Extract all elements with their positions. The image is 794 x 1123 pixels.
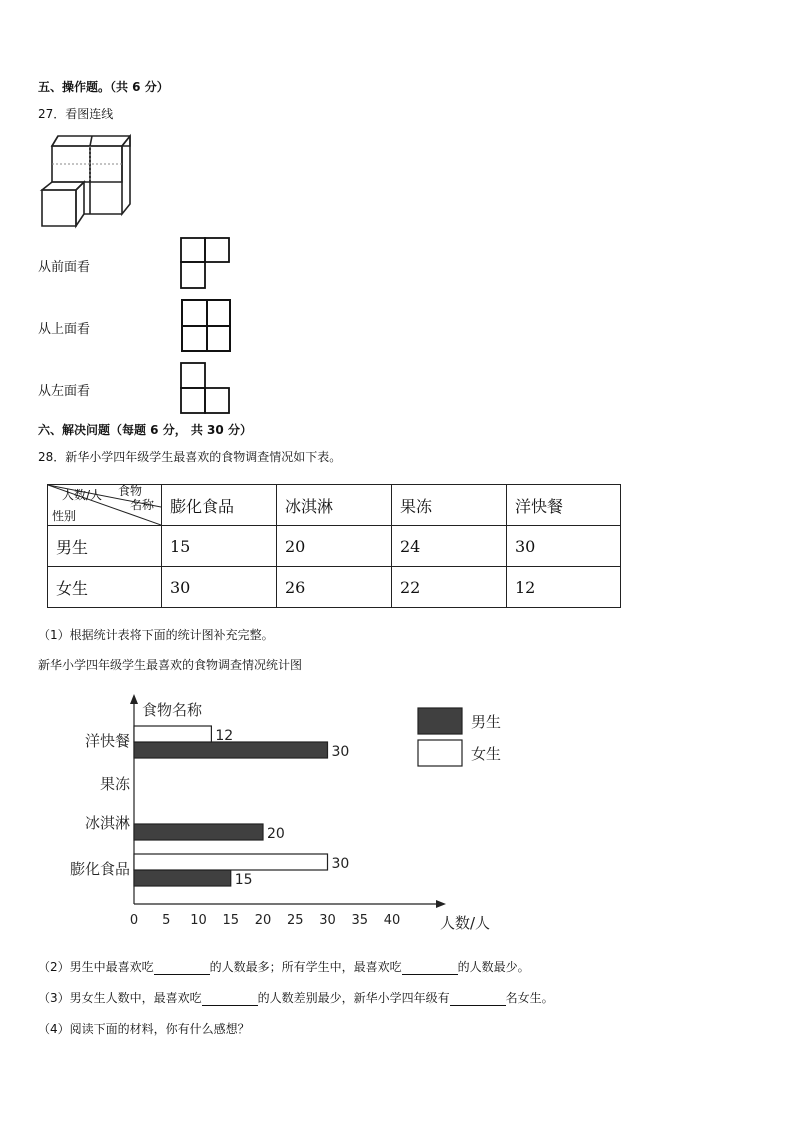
view-shape-1 — [178, 235, 232, 291]
table-cell: 30 — [162, 567, 277, 608]
food-bar-chart — [40, 690, 520, 940]
bar-boys — [134, 870, 231, 886]
x-tick-label: 30 — [319, 913, 336, 928]
view-shape-2 — [178, 298, 234, 354]
answer-blank[interactable] — [154, 962, 210, 975]
sub-question-3 — [38, 989, 554, 1006]
x-axis-label: 人数/人 — [440, 914, 491, 932]
bar-boys — [134, 742, 328, 758]
x-tick-label: 0 — [129, 913, 139, 928]
table-col-header: 果冻 — [392, 485, 507, 526]
sub2-part-a: （2）男生中最喜欢吃 — [38, 960, 154, 974]
table-cell: 20 — [277, 526, 392, 567]
question-27-title: 27．看图连线 — [38, 107, 114, 121]
bar-value-label: 30 — [331, 744, 350, 760]
category-label: 果冻 — [99, 775, 130, 793]
bar-value-label: 30 — [331, 856, 350, 872]
bar-boys — [134, 824, 263, 840]
sub2-part-c: 的人数最少。 — [457, 960, 530, 974]
table-cell: 26 — [277, 567, 392, 608]
table-corner-cell — [48, 485, 162, 526]
category-label: 膨化食品 — [69, 860, 130, 878]
table-cell: 24 — [392, 526, 507, 567]
corner-label-name: 名称 — [130, 498, 155, 512]
chart-title: 新华小学四年级学生最喜欢的食物调查情况统计图 — [38, 658, 303, 672]
table-header-row — [48, 485, 621, 526]
x-axis-arrow — [436, 900, 446, 908]
category-label: 冰淇淋 — [84, 814, 130, 832]
section-6-title: 六、解决问题（每题 6 分， 共 30 分） — [38, 423, 252, 437]
table-cell: 12 — [507, 567, 621, 608]
bar-value-label: 20 — [267, 826, 285, 842]
category-label: 洋快餐 — [84, 732, 130, 750]
sub3-part-c: 名女生。 — [505, 991, 554, 1005]
y-axis-arrow — [130, 694, 138, 704]
answer-blank[interactable] — [202, 993, 258, 1006]
table-cell: 15 — [162, 526, 277, 567]
answer-blank[interactable] — [402, 962, 458, 975]
table-row — [48, 567, 621, 608]
question-28-title: 28．新华小学四年级学生最喜欢的食物调查情况如下表。 — [38, 450, 342, 464]
view-label-left: 从左面看 — [38, 384, 91, 399]
legend-swatch — [418, 708, 462, 734]
view-label-top: 从上面看 — [38, 322, 91, 337]
bar-girls — [134, 854, 328, 870]
legend-label: 男生 — [471, 713, 502, 731]
x-tick-label: 35 — [351, 913, 369, 928]
y-axis-label: 食物名称 — [142, 701, 203, 719]
view-label-front: 从前面看 — [38, 260, 91, 275]
sub-question-4: （4）阅读下面的材料，你有什么感想？ — [38, 1022, 250, 1036]
sub-question-2 — [38, 958, 530, 975]
x-tick-label: 20 — [254, 913, 272, 928]
table-row-header: 女生 — [48, 567, 162, 608]
x-tick-label: 25 — [286, 913, 304, 928]
answer-blank[interactable] — [450, 993, 506, 1006]
x-tick-label: 15 — [222, 913, 240, 928]
sub3-part-b: 的人数差别最少，新华小学四年级有 — [257, 991, 450, 1005]
table-col-header: 冰淇淋 — [277, 485, 392, 526]
x-tick-label: 40 — [383, 913, 401, 928]
sub-question-1: （1）根据统计表将下面的统计图补充完整。 — [38, 628, 274, 642]
corner-label-gender: 性别 — [52, 509, 77, 523]
table-cell: 22 — [392, 567, 507, 608]
legend-label: 女生 — [471, 745, 502, 763]
sub2-part-b: 的人数最多；所有学生中，最喜欢吃 — [209, 960, 402, 974]
section-5-title: 五、操作题。（共 6 分） — [38, 80, 169, 94]
bar-value-label: 15 — [234, 872, 253, 888]
bar-girls — [134, 726, 211, 742]
cube-figure — [38, 132, 134, 230]
food-survey-table — [47, 484, 621, 608]
table-col-header: 膨化食品 — [162, 485, 277, 526]
table-cell: 30 — [507, 526, 621, 567]
x-tick-label: 5 — [162, 913, 171, 928]
view-shape-3 — [178, 360, 232, 416]
legend-swatch — [418, 740, 462, 766]
table-col-header: 洋快餐 — [507, 485, 621, 526]
table-row-header: 男生 — [48, 526, 162, 567]
corner-label-count: 人数/人 — [62, 488, 103, 502]
bar-value-label: 12 — [215, 728, 234, 744]
corner-label-food: 食物 — [118, 484, 143, 498]
x-tick-label: 10 — [190, 913, 207, 928]
sub3-part-a: （3）男女生人数中，最喜欢吃 — [38, 991, 202, 1005]
table-row — [48, 526, 621, 567]
